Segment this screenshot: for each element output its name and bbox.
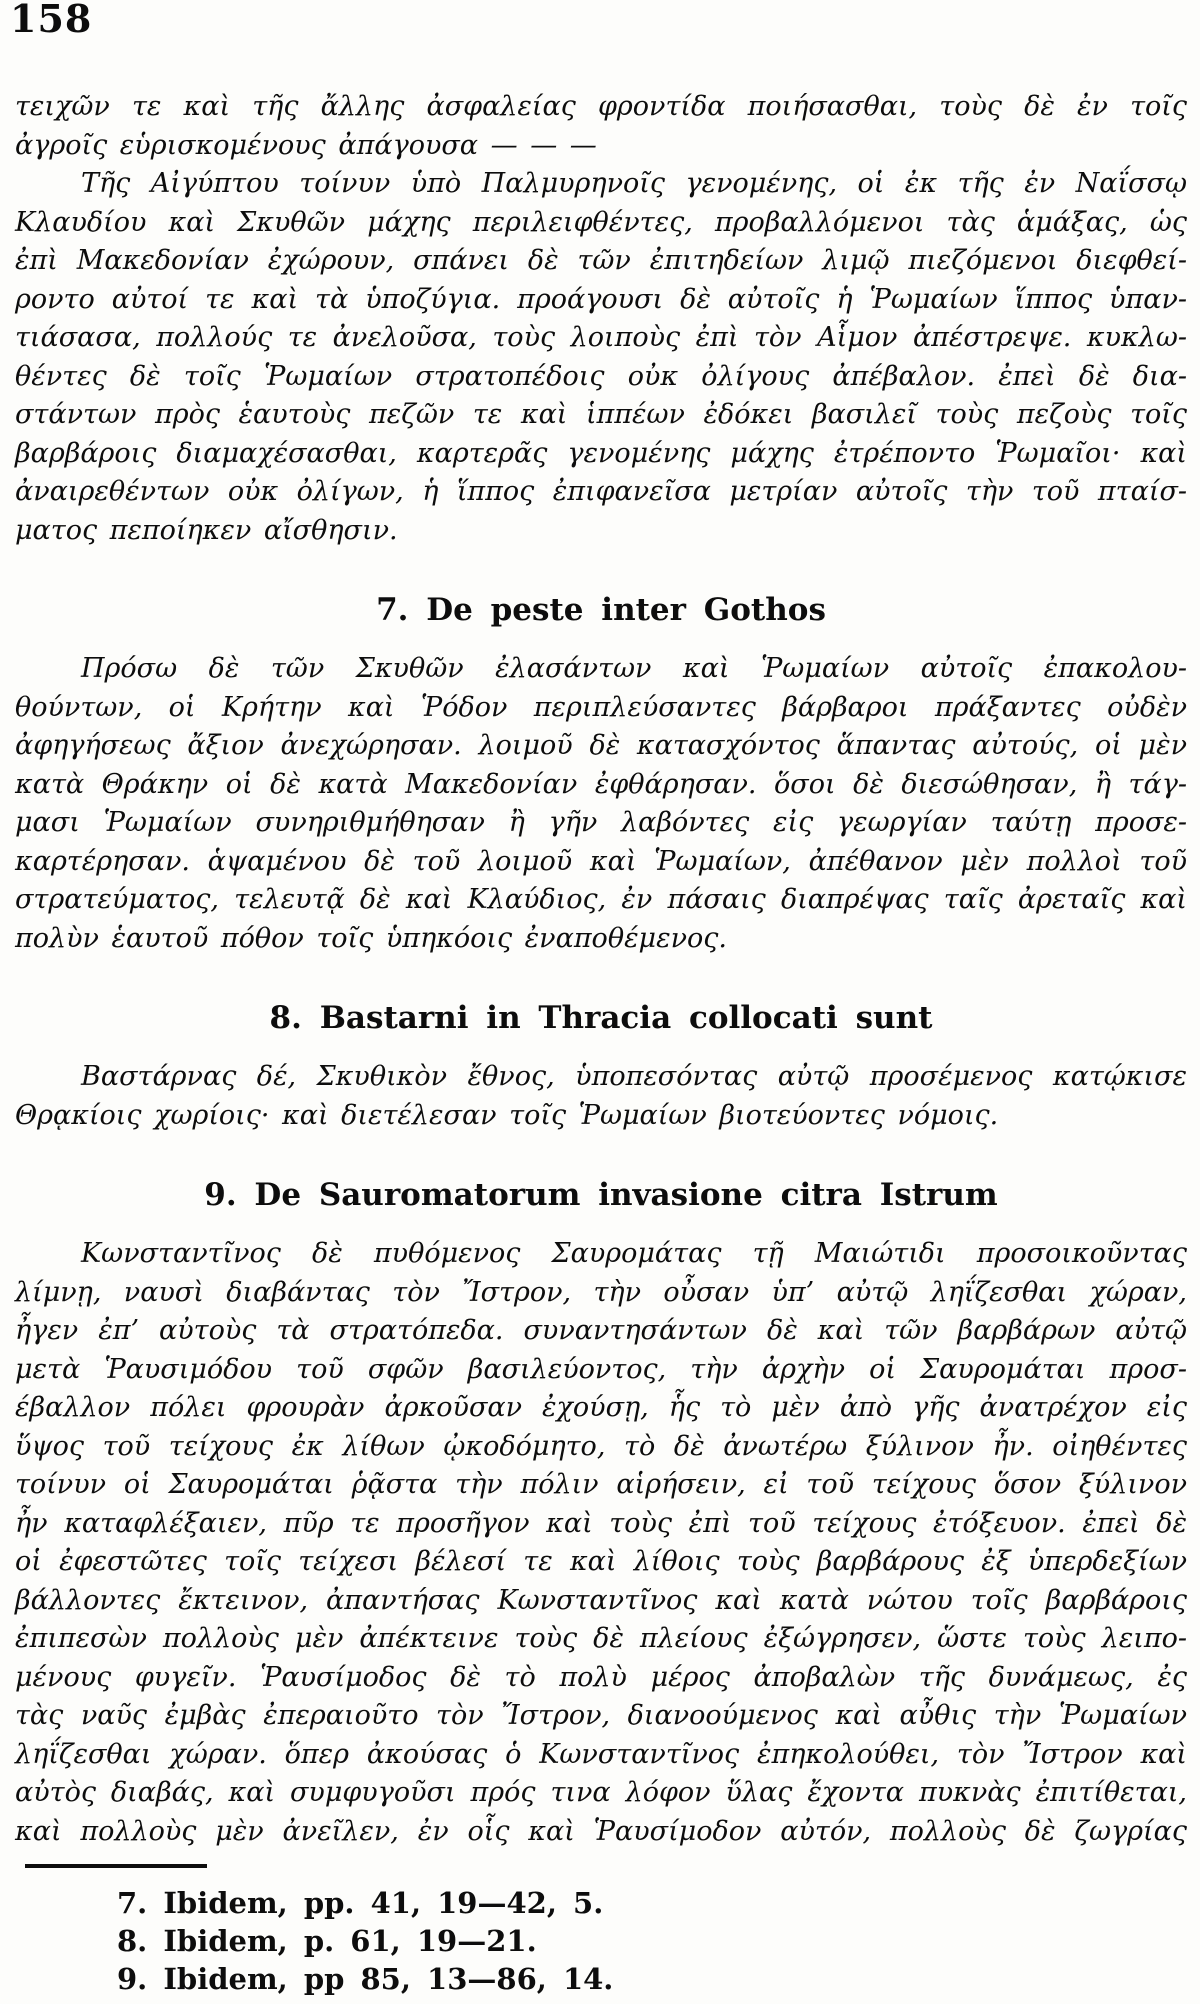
text-line: Κωνσταντῖνος δὲ πυθόμενος Σαυρομάτας τῇ Μαιώτιδι προσοικοῦντας	[81, 1238, 1187, 1269]
text-line: ἐπιπεσὼν πολλοὺς μὲν ἀπέκτεινε τοὺς δὲ πλείους ἐξώγρησεν, ὥστε τοὺς λειπο-	[15, 1623, 1187, 1654]
text-line: Πρόσω δὲ τῶν Σκυθῶν ἐλασάντων καὶ Ῥωμαίων αὐτοῖς ἐπακολου-	[81, 653, 1187, 684]
text-line: θέντες δὲ τοῖς Ῥωμαίων στρατοπέδοις οὐκ ὀλίγους ἀπέβαλον. ἐπεὶ δὲ δια-	[15, 360, 1187, 392]
paragraph	[15, 165, 1187, 550]
paragraph	[15, 1235, 1187, 1851]
page-number: 158	[10, 0, 93, 41]
section-heading: 7. De peste inter Gothos	[376, 592, 826, 628]
text-line: ἐπὶ Μακεδονίαν ἐχώρουν, σπάνει δὲ τῶν ἐπιτηδείων λιμῷ πιεζόμενοι διεφθεί-	[15, 245, 1187, 276]
section-heading: 8. Bastarni in Thracia collocati sunt	[269, 1000, 933, 1036]
text-line: στάντων πρὸς ἑαυτοὺς πεζῶν τε καὶ ἱππέων ἐδόκει βασιλεῖ τοὺς πεζοὺς τοῖς	[15, 399, 1187, 430]
text-line: βαρβάροις διαμαχέσασθαι, καρτερᾶς γενομένης μάχης ἐτρέποντο Ῥωμαῖοι· καὶ	[15, 437, 1187, 469]
text-line: τοίνυν οἱ Σαυρομάται ῥᾷστα τὴν πόλιν αἱρήσειν, εἰ τοῦ τείχους ὅσον ξύλινον	[15, 1469, 1187, 1500]
text-line: Βαστάρνας δέ, Σκυθικὸν ἔθνος, ὑποπεσόντας αὐτῷ προσέμενος κατῴκισε	[81, 1061, 1187, 1092]
text-line: ληΐζεσθαι χώραν. ὅπερ ἀκούσας ὁ Κωνσταντῖνος ἐπηκολούθει, τὸν Ἴστρον καὶ	[15, 1738, 1187, 1770]
footnote: 8. Ibidem, p. 61, 19—21.	[117, 1924, 537, 1958]
text-line: τιάσασα, πολλούς τε ἀνελοῦσα, τοὺς λοιποὺς ἐπὶ τὸν Αἷμον ἀπέστρεψε. κυκλω-	[15, 322, 1187, 353]
text-line: αὐτὸς διαβάς, καὶ συμφυγοῦσι πρός τινα λόφον ὕλας ἔχοντα πυκνὰς ἐπιτίθεται,	[15, 1777, 1187, 1808]
text-line: Κλαυδίου καὶ Σκυθῶν μάχης περιλειφθέντες, προβαλλόμενοι τὰς ἁμάξας, ὡς	[15, 206, 1187, 238]
footnote-area	[15, 1864, 1187, 1998]
section-heading: 9. De Sauromatorum invasione citra Istrum	[204, 1177, 998, 1213]
text-line: ματος πεποίηκεν αἴσθησιν.	[15, 514, 398, 546]
footnote-separator	[25, 1864, 207, 1868]
text-line: ἀγροῖς εὑρισκομένους ἀπάγουσα — — —	[15, 129, 597, 161]
paragraph	[15, 1058, 1187, 1135]
text-line: τειχῶν τε καὶ τῆς ἄλλης ἀσφαλείας φροντίδα ποιήσασθαι, τοὺς δὲ ἐν τοῖς	[15, 91, 1187, 122]
text-line: θούντων, οἱ Κρήτην καὶ Ῥόδον περιπλεύσαντες βάρβαροι πράξαντες οὐδὲν	[15, 691, 1187, 723]
text-line: μασι Ῥωμαίων συνηριθμήθησαν ἢ γῆν λαβόντες εἰς γεωργίαν ταύτῃ προσε-	[15, 807, 1187, 838]
text-line: τὰς ναῦς ἐμβὰς ἐπεραιοῦτο τὸν Ἴστρον, διανοούμενος καὶ αὖθις τὴν Ῥωμαίων	[15, 1700, 1187, 1731]
footnote: 7. Ibidem, pp. 41, 19—42, 5.	[117, 1886, 604, 1920]
footnote: 9. Ibidem, pp 85, 13—86, 14.	[117, 1962, 614, 1996]
text-line: ροντο αὐτοί τε καὶ τὰ ὑποζύγια. προάγουσι δὲ αὐτοῖς ἡ Ῥωμαίων ἵππος ὑπαν-	[15, 283, 1187, 315]
text-line: πολὺν ἑαυτοῦ πόθον τοῖς ὑπηκόοις ἐναποθέμενος.	[15, 922, 727, 954]
text-line: λίμνῃ, ναυσὶ διαβάντας τὸν Ἴστρον, τὴν οὖσαν ὑπ’ αὐτῷ ληΐζεσθαι χώραν,	[15, 1276, 1187, 1308]
text-line: Τῆς Αἰγύπτου τοίνυν ὑπὸ Παλμυρηνοῖς γενομένης, οἱ ἐκ τῆς ἐν Ναΐσσῳ	[81, 168, 1187, 199]
paragraph	[15, 650, 1187, 958]
text-line: καρτέρησαν. ἁψαμένου δὲ τοῦ λοιμοῦ καὶ Ῥωμαίων, ἀπέθανον μὲν πολλοὶ τοῦ	[15, 845, 1187, 877]
text-line: μετὰ Ῥαυσιμόδου τοῦ σφῶν βασιλεύοντος, τὴν ἀρχὴν οἱ Σαυρομάται προσ-	[15, 1353, 1187, 1385]
text-line: έβαλλον πόλει φρουρὰν ἀρκοῦσαν ἐχούσῃ, ἧς τὸ μὲν ἀπὸ γῆς ἀνατρέχον εἰς	[15, 1392, 1187, 1423]
text-line: ὕψος τοῦ τείχους ἐκ λίθων ᾠκοδόμητο, τὸ δὲ ἀνωτέρω ξύλινον ἦν. οἰηθέντες	[15, 1430, 1187, 1462]
text-line: μένους φυγεῖν. Ῥαυσίμοδος δὲ τὸ πολὺ μέρος ἀποβαλὼν τῆς δυνάμεως, ἐς	[15, 1661, 1187, 1693]
text-line: Θρᾳκίοις χωρίοις· καὶ διετέλεσαν τοῖς Ῥωμαίων βιοτεύοντες νόμοις.	[15, 1099, 999, 1131]
text-line: ἀναιρεθέντων οὐκ ὀλίγων, ἡ ἵππος ἐπιφανεῖσα μετρίαν αὐτοῖς τὴν τοῦ πταίσ-	[15, 476, 1187, 507]
text-line: οἱ ἐφεστῶτες τοῖς τείχεσι βέλεσί τε καὶ λίθοις τοὺς βαρβάρους ἐξ ὑπερδεξίων	[15, 1546, 1187, 1577]
text-line: στρατεύματος, τελευτᾷ δὲ καὶ Κλαύδιος, ἐν πάσαις διαπρέψας ταῖς ἀρεταῖς καὶ	[15, 884, 1187, 915]
text-line: βάλλοντες ἔκτεινον, ἀπαντήσας Κωνσταντῖνος καὶ κατὰ νώτου τοῖς βαρβάροις	[15, 1584, 1187, 1616]
text-line: ἦγεν ἐπ’ αὐτοὺς τὰ στρατόπεδα. συναντησάντων δὲ καὶ τῶν βαρβάρων αὐτῷ	[15, 1315, 1187, 1346]
text-line: καὶ πολλοὺς μὲν ἀνεῖλεν, ἐν οἷς καὶ Ῥαυσίμοδον αὐτόν, πολλοὺς δὲ ζωγρίας	[15, 1815, 1187, 1847]
paragraph	[15, 88, 1187, 165]
text-line: ἦν καταφλέξαιεν, πῦρ τε προσῆγον καὶ τοὺς ἐπὶ τοῦ τείχους ἐτόξευον. ἐπεὶ δὲ	[15, 1507, 1187, 1539]
text-line: κατὰ Θράκην οἱ δὲ κατὰ Μακεδονίαν ἐφθάρησαν. ὅσοι δὲ διεσώθησαν, ἢ τάγ-	[15, 768, 1187, 800]
footnote-list	[15, 1884, 1187, 1998]
text-line: ἀφηγήσεως ἄξιον ἀνεχώρησαν. λοιμοῦ δὲ κατασχόντος ἅπαντας αὐτούς, οἱ μὲν	[15, 730, 1187, 761]
page-body	[15, 88, 1187, 1998]
